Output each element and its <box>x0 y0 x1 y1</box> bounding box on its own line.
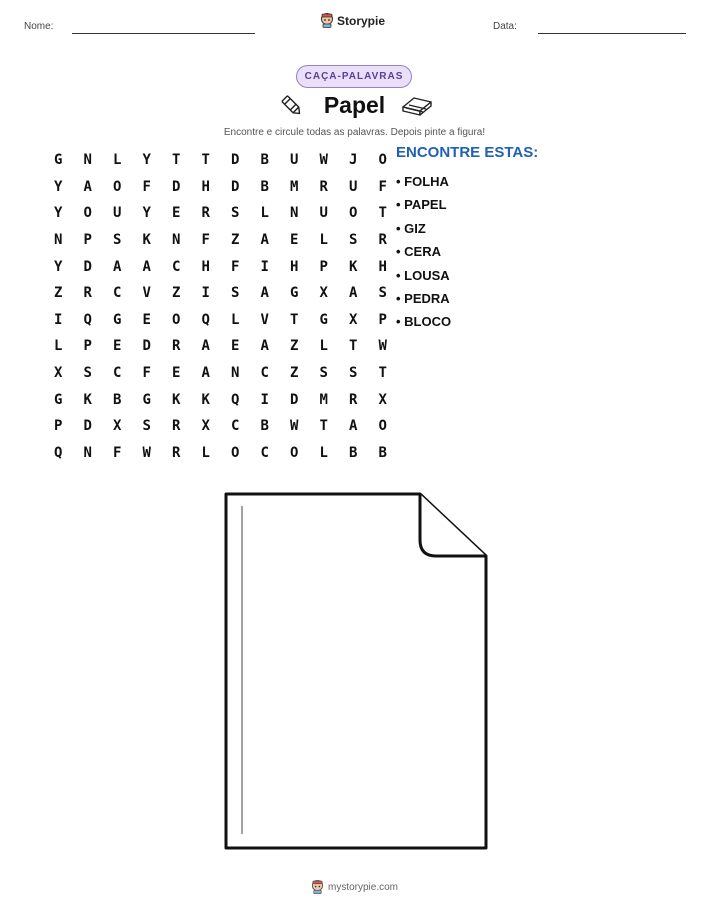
grid-letter[interactable]: A <box>260 338 269 355</box>
word-list-item: • PAPEL <box>396 197 447 213</box>
grid-letter[interactable]: G <box>142 391 151 408</box>
grid-row <box>51 200 405 227</box>
grid-row <box>51 360 405 387</box>
grid-letter[interactable]: D <box>83 258 92 275</box>
grid-letter[interactable]: A <box>349 285 358 302</box>
instructions: Encontre e circule todas as palavras. Depois pinte a figura! <box>223 127 486 138</box>
grid-letter[interactable]: N <box>83 152 92 169</box>
grid-letter[interactable]: R <box>172 338 181 355</box>
grid-letter[interactable]: S <box>378 285 387 302</box>
grid-letter[interactable]: K <box>83 391 92 408</box>
grid-row <box>51 280 405 307</box>
grid-letter[interactable]: V <box>260 311 269 328</box>
grid-letter[interactable]: K <box>172 391 181 408</box>
grid-letter[interactable]: O <box>290 444 299 461</box>
grid-letter[interactable]: C <box>113 285 122 302</box>
grid-letter[interactable]: F <box>142 178 151 195</box>
grid-letter[interactable]: B <box>349 444 358 461</box>
grid-letter[interactable]: I <box>54 311 63 328</box>
name-label: Nome: <box>24 21 54 32</box>
grid-letter[interactable]: W <box>290 418 299 435</box>
grid-letter[interactable]: K <box>201 391 210 408</box>
grid-letter[interactable]: N <box>83 444 92 461</box>
grid-row <box>51 333 405 360</box>
grid-letter[interactable]: T <box>378 205 387 222</box>
grid-row <box>51 413 405 440</box>
grid-row <box>51 147 405 174</box>
grid-letter[interactable]: P <box>83 232 92 249</box>
grid-letter[interactable]: B <box>378 444 387 461</box>
grid-letter[interactable]: F <box>201 232 210 249</box>
grid-letter[interactable]: C <box>260 365 269 382</box>
grid-letter[interactable]: S <box>113 232 122 249</box>
grid-letter[interactable]: X <box>113 418 122 435</box>
grid-letter[interactable]: N <box>231 365 240 382</box>
grid-letter[interactable]: S <box>349 232 358 249</box>
grid-letter[interactable]: L <box>54 338 63 355</box>
grid-letter[interactable]: U <box>349 178 358 195</box>
grid-letter[interactable]: T <box>319 418 328 435</box>
grid-letter[interactable]: Q <box>201 311 210 328</box>
grid-letter[interactable]: E <box>231 338 240 355</box>
grid-letter[interactable]: T <box>378 365 387 382</box>
grid-letter[interactable]: G <box>319 311 328 328</box>
grid-letter[interactable]: O <box>172 311 181 328</box>
word-list-item: • GIZ <box>396 220 426 236</box>
paper-sheet-icon <box>220 492 490 852</box>
grid-letter[interactable]: D <box>231 152 240 169</box>
grid-letter[interactable]: B <box>260 152 269 169</box>
grid-letter[interactable]: R <box>349 391 358 408</box>
grid-letter[interactable]: G <box>54 152 63 169</box>
grid-letter[interactable]: P <box>54 418 63 435</box>
grid-row <box>51 227 405 254</box>
grid-letter[interactable]: V <box>142 285 151 302</box>
grid-letter[interactable]: Q <box>231 391 240 408</box>
grid-letter[interactable]: A <box>349 418 358 435</box>
grid-letter[interactable]: S <box>83 365 92 382</box>
grid-letter[interactable]: C <box>231 418 240 435</box>
grid-row <box>51 386 405 413</box>
grid-letter[interactable]: W <box>378 338 387 355</box>
grid-row <box>51 174 405 201</box>
grid-letter[interactable]: Z <box>54 285 63 302</box>
grid-letter[interactable]: E <box>142 311 151 328</box>
grid-letter[interactable]: C <box>260 444 269 461</box>
grid-letter[interactable]: Y <box>54 258 63 275</box>
grid-letter[interactable]: F <box>113 444 122 461</box>
grid-letter[interactable]: I <box>201 285 210 302</box>
grid-letter[interactable]: G <box>113 311 122 328</box>
footer-url: mystorypie.com <box>327 881 398 893</box>
storypie-logo-icon <box>320 13 334 28</box>
grid-letter[interactable]: B <box>113 391 122 408</box>
grid-letter[interactable]: O <box>83 205 92 222</box>
grid-letter[interactable]: T <box>290 311 299 328</box>
word-list-item: • LOUSA <box>396 267 450 283</box>
grid-letter[interactable]: E <box>113 338 122 355</box>
grid-letter[interactable]: Y <box>142 205 151 222</box>
grid-letter[interactable]: L <box>319 444 328 461</box>
grid-letter[interactable]: X <box>378 391 387 408</box>
grid-letter[interactable]: P <box>83 338 92 355</box>
grid-row <box>51 440 405 467</box>
grid-letter[interactable]: S <box>349 365 358 382</box>
grid-letter[interactable]: X <box>201 418 210 435</box>
grid-letter[interactable]: S <box>231 285 240 302</box>
grid-letter[interactable]: T <box>349 338 358 355</box>
grid-letter[interactable]: X <box>319 285 328 302</box>
grid-letter[interactable]: A <box>260 232 269 249</box>
word-list-item: • PEDRA <box>396 290 450 306</box>
grid-letter[interactable]: K <box>349 258 358 275</box>
grid-letter[interactable]: E <box>290 232 299 249</box>
grid-letter[interactable]: I <box>260 258 269 275</box>
word-search-grid <box>51 147 405 466</box>
grid-letter[interactable]: U <box>113 205 122 222</box>
grid-letter[interactable]: X <box>349 311 358 328</box>
grid-letter[interactable]: H <box>201 178 210 195</box>
grid-letter[interactable]: S <box>319 365 328 382</box>
grid-letter[interactable]: B <box>260 418 269 435</box>
grid-letter[interactable]: L <box>201 444 210 461</box>
date-label: Data: <box>493 21 517 32</box>
grid-letter[interactable]: R <box>319 178 328 195</box>
grid-letter[interactable]: L <box>113 152 122 169</box>
grid-letter[interactable]: C <box>113 365 122 382</box>
grid-letter[interactable]: Z <box>290 365 299 382</box>
word-list-item: • CERA <box>396 244 441 260</box>
grid-letter[interactable]: T <box>201 152 210 169</box>
grid-letter[interactable]: A <box>83 178 92 195</box>
grid-letter[interactable]: D <box>83 418 92 435</box>
grid-letter[interactable]: F <box>142 365 151 382</box>
grid-letter[interactable]: H <box>290 258 299 275</box>
grid-letter[interactable]: S <box>142 418 151 435</box>
grid-letter[interactable]: N <box>172 232 181 249</box>
word-list-title: ENCONTRE ESTAS: <box>396 144 539 161</box>
grid-letter[interactable]: M <box>319 391 328 408</box>
grid-letter[interactable]: F <box>378 178 387 195</box>
grid-letter[interactable]: R <box>378 232 387 249</box>
date-line <box>538 33 686 34</box>
grid-letter[interactable]: C <box>172 258 181 275</box>
grid-letter[interactable]: X <box>54 365 63 382</box>
grid-letter[interactable]: A <box>201 365 210 382</box>
grid-letter[interactable]: N <box>54 232 63 249</box>
grid-letter[interactable]: W <box>319 152 328 169</box>
grid-letter[interactable]: R <box>172 418 181 435</box>
grid-letter[interactable]: A <box>113 258 122 275</box>
brand <box>320 13 385 28</box>
grid-letter[interactable]: N <box>290 205 299 222</box>
grid-row <box>51 253 405 280</box>
word-list <box>396 170 451 334</box>
eraser-icon <box>400 95 434 117</box>
grid-letter[interactable]: A <box>201 338 210 355</box>
footer <box>0 880 709 894</box>
grid-letter[interactable]: D <box>231 178 240 195</box>
grid-letter[interactable]: K <box>142 232 151 249</box>
grid-letter[interactable]: L <box>231 311 240 328</box>
grid-letter[interactable]: L <box>319 338 328 355</box>
grid-letter[interactable]: F <box>231 258 240 275</box>
word-list-item: • FOLHA <box>396 174 449 189</box>
grid-letter[interactable]: O <box>378 152 387 169</box>
grid-letter[interactable]: P <box>378 311 387 328</box>
grid-letter[interactable]: R <box>83 285 92 302</box>
grid-letter[interactable]: L <box>319 232 328 249</box>
grid-letter[interactable]: Z <box>231 232 240 249</box>
grid-letter[interactable]: D <box>172 178 181 195</box>
grid-letter[interactable]: D <box>290 391 299 408</box>
grid-letter[interactable]: D <box>142 338 151 355</box>
grid-letter[interactable]: U <box>319 205 328 222</box>
grid-letter[interactable]: Q <box>54 444 63 461</box>
grid-letter[interactable]: Z <box>290 338 299 355</box>
grid-letter[interactable]: Q <box>83 311 92 328</box>
grid-letter[interactable]: Y <box>54 205 63 222</box>
storypie-logo-icon <box>311 880 324 894</box>
grid-letter[interactable]: G <box>290 285 299 302</box>
grid-letter[interactable]: O <box>113 178 122 195</box>
grid-letter[interactable]: R <box>172 444 181 461</box>
activity-type-badge: CAÇA-PALAVRAS <box>296 65 412 88</box>
grid-letter[interactable]: A <box>142 258 151 275</box>
grid-letter[interactable]: O <box>378 418 387 435</box>
grid-letter[interactable]: S <box>231 205 240 222</box>
grid-letter[interactable]: R <box>201 205 210 222</box>
grid-letter[interactable]: O <box>349 205 358 222</box>
grid-letter[interactable]: A <box>260 285 269 302</box>
grid-letter[interactable]: B <box>260 178 269 195</box>
grid-letter[interactable]: H <box>201 258 210 275</box>
grid-letter[interactable]: I <box>260 391 269 408</box>
grid-letter[interactable]: L <box>260 205 269 222</box>
grid-letter[interactable]: E <box>172 205 181 222</box>
brand-name: Storypie <box>337 13 386 28</box>
grid-letter[interactable]: E <box>172 365 181 382</box>
page-title: Papel <box>323 92 386 118</box>
grid-letter[interactable]: H <box>378 258 387 275</box>
grid-letter[interactable]: U <box>290 152 299 169</box>
grid-letter[interactable]: J <box>349 152 358 169</box>
grid-letter[interactable]: Z <box>172 285 181 302</box>
grid-letter[interactable]: Y <box>54 178 63 195</box>
grid-letter[interactable]: Y <box>142 152 151 169</box>
grid-row <box>51 307 405 334</box>
grid-letter[interactable]: W <box>142 444 151 461</box>
grid-letter[interactable]: M <box>290 178 299 195</box>
grid-letter[interactable]: P <box>319 258 328 275</box>
grid-letter[interactable]: T <box>172 152 181 169</box>
grid-letter[interactable]: O <box>231 444 240 461</box>
word-list-item: • BLOCO <box>396 314 452 330</box>
grid-letter[interactable]: G <box>54 391 63 408</box>
name-line <box>72 33 255 34</box>
